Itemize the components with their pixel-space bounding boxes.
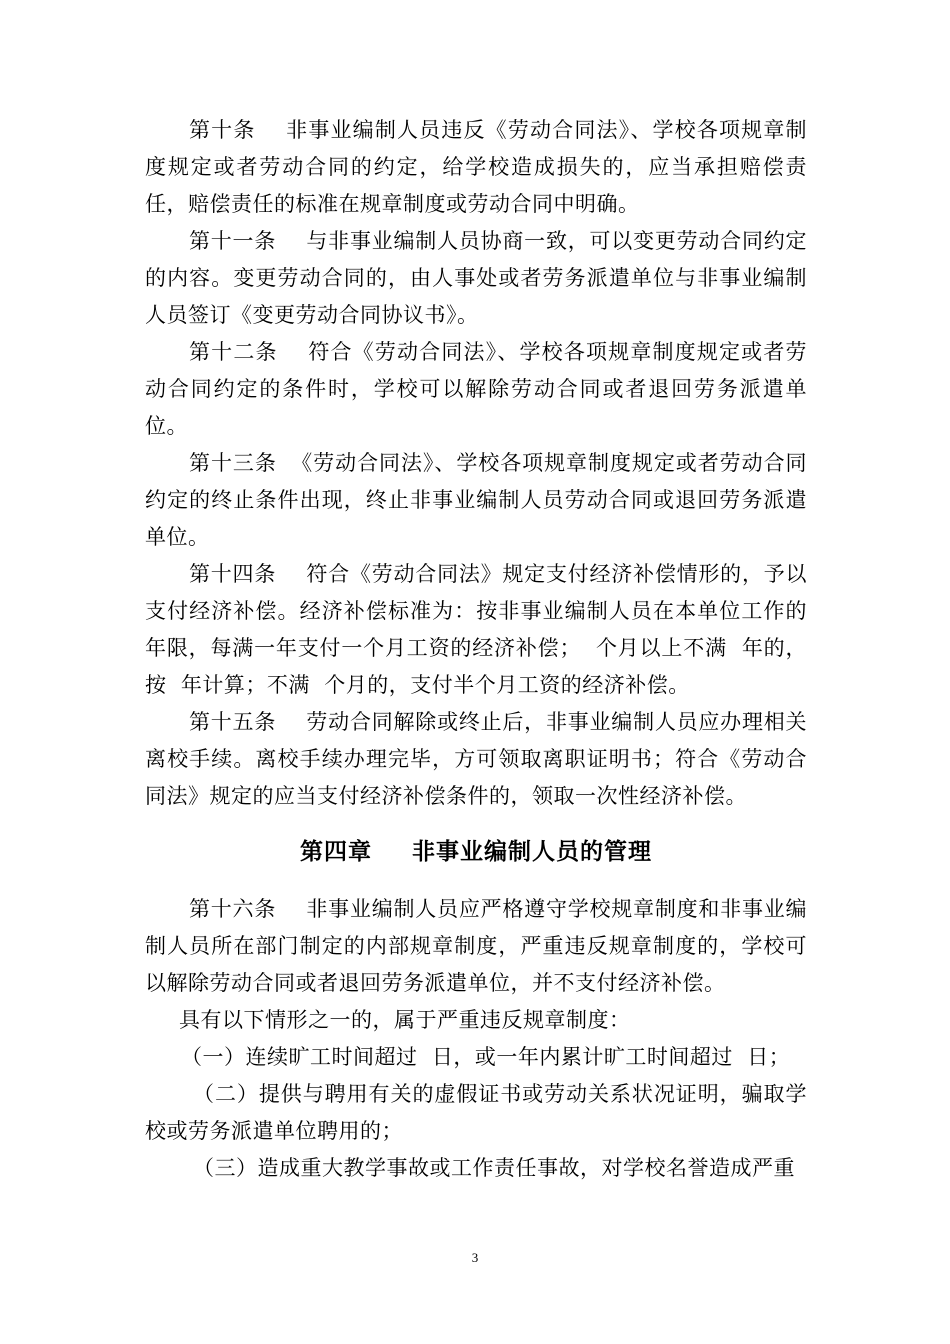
list-item-2: （二）提供与聘用有关的虚假证书或劳动关系状况证明，骗取学校或劳务派遣单位聘用的； bbox=[145, 1082, 807, 1143]
article-number: 第十三条 bbox=[189, 451, 277, 475]
chapter-heading bbox=[145, 835, 807, 869]
list-item-3: （三）造成重大教学事故或工作责任事故，对学校名誉造成严重 bbox=[193, 1156, 795, 1180]
article-text: 劳动合同解除或终止后，非事业编制人员应办理相关离校手续。离校手续办理完毕，方可领取离职证明书；符合《劳动合同法》规定的应当支付经济补偿条件的，领取一次性经济补偿。 bbox=[145, 710, 808, 808]
article-text: 《劳动合同法》、学校各项规章制度规定或者劳动合同约定的终止条件出现，终止非事业编制人员劳动合同或退回劳务派遣单位。 bbox=[145, 451, 808, 549]
article-10 bbox=[145, 112, 807, 223]
article-text: 与非事业编制人员协商一致，可以变更劳动合同约定的内容。变更劳动合同的，由人事处或者劳务派遣单位与非事业编制人员签订《变更劳动合同协议书》。 bbox=[145, 229, 808, 327]
article-text: 非事业编制人员违反《劳动合同法》、学校各项规章制度规定或者劳动合同的约定，给学校造成损失的，应当承担赔偿责任，赔偿责任的标准在规章制度或劳动合同中明确。 bbox=[145, 118, 807, 216]
article-13 bbox=[145, 445, 807, 556]
article-text: 符合《劳动合同法》、学校各项规章制度规定或者劳动合同约定的条件时，学校可以解除劳动合同或者退回劳务派遣单位。 bbox=[145, 340, 808, 438]
article-number: 第十条 bbox=[189, 118, 256, 142]
article-11 bbox=[145, 223, 807, 334]
article-number: 第十四条 bbox=[189, 562, 277, 586]
article-16 bbox=[145, 891, 807, 1002]
article-text: 符合《劳动合同法》规定支付经济补偿情形的，予以支付经济补偿。经济补偿标准为：按非事业编制人员在本单位工作的年限，每满一年支付一个月工资的经济补偿； 个月以上不满 年的，按 年计算；不满 个月的，支付半个月工资的经济补偿。 bbox=[145, 562, 808, 697]
list-intro: 具有以下情形之一的，属于严重违反规章制度： bbox=[179, 1008, 631, 1032]
article-12 bbox=[145, 334, 807, 445]
page-number: 3 bbox=[471, 1250, 479, 1265]
article-15 bbox=[145, 704, 807, 815]
article-14 bbox=[145, 556, 807, 704]
chapter-number: 第四章 bbox=[300, 839, 372, 865]
list-item-1: （一）连续旷工时间超过 日，或一年内累计旷工时间超过 日； bbox=[181, 1045, 791, 1069]
chapter-title: 非事业编制人员的管理 bbox=[412, 839, 652, 865]
article-number: 第十二条 bbox=[189, 340, 278, 364]
article-number: 第十一条 bbox=[189, 229, 277, 253]
article-number: 第十六条 bbox=[189, 897, 277, 921]
document-body bbox=[145, 112, 807, 1187]
article-number: 第十五条 bbox=[189, 710, 277, 734]
article-text: 非事业编制人员应严格遵守学校规章制度和非事业编制人员所在部门制定的内部规章制度，严重违反规章制度的，学校可以解除劳动合同或者退回劳务派遣单位，并不支付经济补偿。 bbox=[145, 897, 808, 995]
